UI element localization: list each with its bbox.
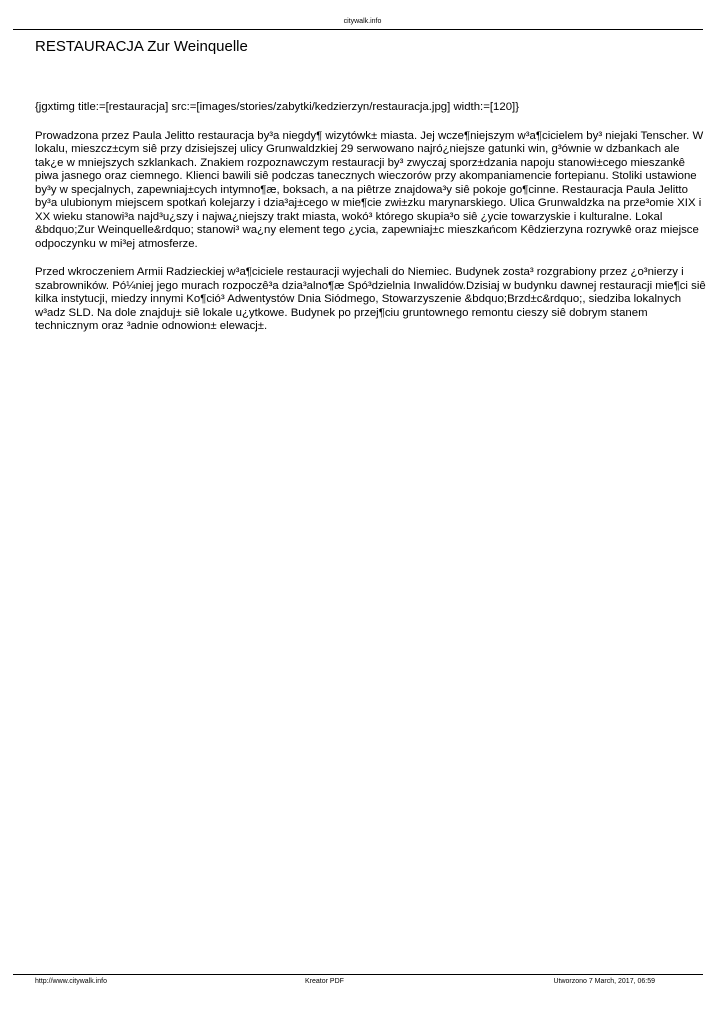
footer-generator: Kreator PDF bbox=[305, 978, 344, 985]
article-title: RESTAURACJA Zur Weinquelle bbox=[35, 38, 248, 55]
article-paragraph: Prowadzona przez Paula Jelitto restauracja by³a niegdy¶ wizytówk± miasta. Jej wcze¶niejszym w³a¶cicielem by³ niejaki Tenscher. W lokalu, mieszcz±cym siê przy dzisiejszej ulicy Grunwaldzkiej 29 serwowano najró¿niejsze gatunki win, g³ównie w dzbankach ale tak¿e w mniejszych szklankach. Znakiem rozpoznawczym restauracji by³ zwyczaj sporz±dzania napoju stanowi±cego mieszankê piwa jasnego oraz ciemnego. Klienci bawili siê podczas tanecznych wieczorów przy akompaniamencie fortepianu. Stoliki ustawione by³y w specjalnych, zapewniaj±cych intymno¶æ, boksach, a na piêtrze znajdowa³y siê pokoje go¶cinne. Restauracja Paula Jelitto by³a ulubionym miejscem spotkań kolejarzy i dzia³aj±cego w mie¶cie zwi±zku marynarskiego. Ulica Grunwaldzka na prze³omie XIX i XX wieku stanowi³a najd³u¿szy i najwa¿niejszy trakt miasta, wokó³ którego skupia³o siê ¿ycie towarzyskie i kulturalne. Lokal &bdquo;Zur Weinquelle&rdquo; stanowi³ wa¿ny element tego ¿ycia, zapewniaj±c mieszkańcom Kêdzierzyna rozrywkê oraz miejsce odpoczynku w mi³ej atmosferze. bbox=[35, 129, 704, 250]
footer-created-date: Utworzono 7 March, 2017, 06:59 bbox=[553, 978, 655, 985]
footer-url[interactable]: http://www.citywalk.info bbox=[35, 978, 107, 985]
image-tag-paragraph: {jgxtimg title:=[restauracja] src:=[images/stories/zabytki/kedzierzyn/restauracja.jpg] width:=[120]} bbox=[35, 101, 520, 113]
article-paragraph: Przed wkroczeniem Armii Radzieckiej w³a¶ciciele restauracji wyjechali do Niemiec. Budynek zosta³ rozgrabiony przez ¿o³nierzy i szabrowników. Pó¼niej jego murach rozpoczê³a dzia³alno¶æ Spó³dzielnia Inwalidów.Dzisiaj w budynku dawnej restauracji mie¶ci siê kilka instytucji, miedzy innymi Ko¶ció³ Adwentystów Dnia Siódmego, Stowarzyszenie &bdquo;Brzd±c&rdquo;, siedziba lokalnych w³adz SLD. Na dole znajduj± siê lokale u¿ytkowe. Budynek po przej¶ciu gruntownego remontu cieszy siê dobrym stanem technicznym oraz ³adnie odnowion± elewacj±. bbox=[35, 266, 706, 332]
article-body bbox=[35, 101, 707, 349]
header-divider bbox=[13, 29, 703, 30]
footer-divider bbox=[13, 974, 703, 975]
header-site-name: citywalk.info bbox=[343, 18, 382, 25]
